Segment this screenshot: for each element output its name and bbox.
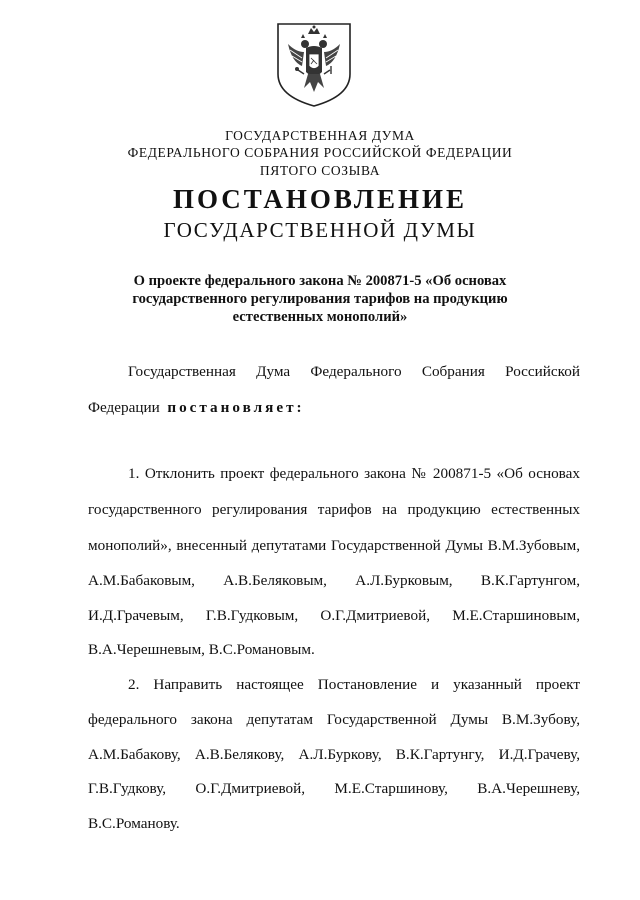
org-name-line-2: ФЕДЕРАЛЬНОГО СОБРАНИЯ РОССИЙСКОЙ ФЕДЕРАЦИИ [127,145,513,160]
item1-line-3: монополий», внесенный депутатами Государственной Думы В.М.Зубовым, [88,537,580,554]
item2-line-4: Г.В.Гудкову, О.Г.Дмитриевой, М.Е.Старшинову, В.А.Черешневу, [88,780,580,797]
preamble-federation-word: Федерации [88,399,160,416]
subject-line-3: естественных монополий» [232,309,408,325]
resolves-word: постановляет: [167,399,305,416]
convocation-line: ПЯТОГО СОЗЫВА [259,163,381,178]
document-title: ПОСТАНОВЛЕНИЕ [172,184,468,214]
item1-line-5: И.Д.Грачевым, Г.В.Гудковым, О.Г.Дмитриевой, М.Е.Старшиновым, [88,607,580,624]
item2-line-3: А.М.Бабакову, А.В.Белякову, А.Л.Буркову, В.К.Гартунгу, И.Д.Грачеву, [88,746,580,763]
item1-line-6: В.А.Черешневым, В.С.Романовым. [88,641,315,658]
item2-line-5: В.С.Романову. [88,815,180,832]
org-name-line-1: ГОСУДАРСТВЕННАЯ ДУМА [225,128,415,143]
subject-line-2: государственного регулирования тарифов на продукцию [132,291,508,307]
preamble-line-2 [88,398,580,418]
subject-line-1: О проекте федерального закона № 200871-5 «Об основах [133,273,507,289]
item2-line-1: 2. Направить настоящее Постановление и указанный проект [128,676,580,693]
preamble-line-1: Государственная Дума Федерального Собрания Российской [128,363,580,380]
item2-line-2: федерального закона депутатам Государственной Думы В.М.Зубову, [88,711,580,728]
coat-of-arms-icon [274,22,354,108]
item1-line-2: государственного регулирования тарифов на продукцию естественных [88,501,580,518]
item1-line-4: А.М.Бабаковым, А.В.Беляковым, А.Л.Бурковым, В.К.Гартунгом, [88,572,580,589]
document-subtitle: ГОСУДАРСТВЕННОЙ ДУМЫ [163,218,477,242]
item1-line-1: 1. Отклонить проект федерального закона № 200871-5 «Об основах [128,465,580,482]
